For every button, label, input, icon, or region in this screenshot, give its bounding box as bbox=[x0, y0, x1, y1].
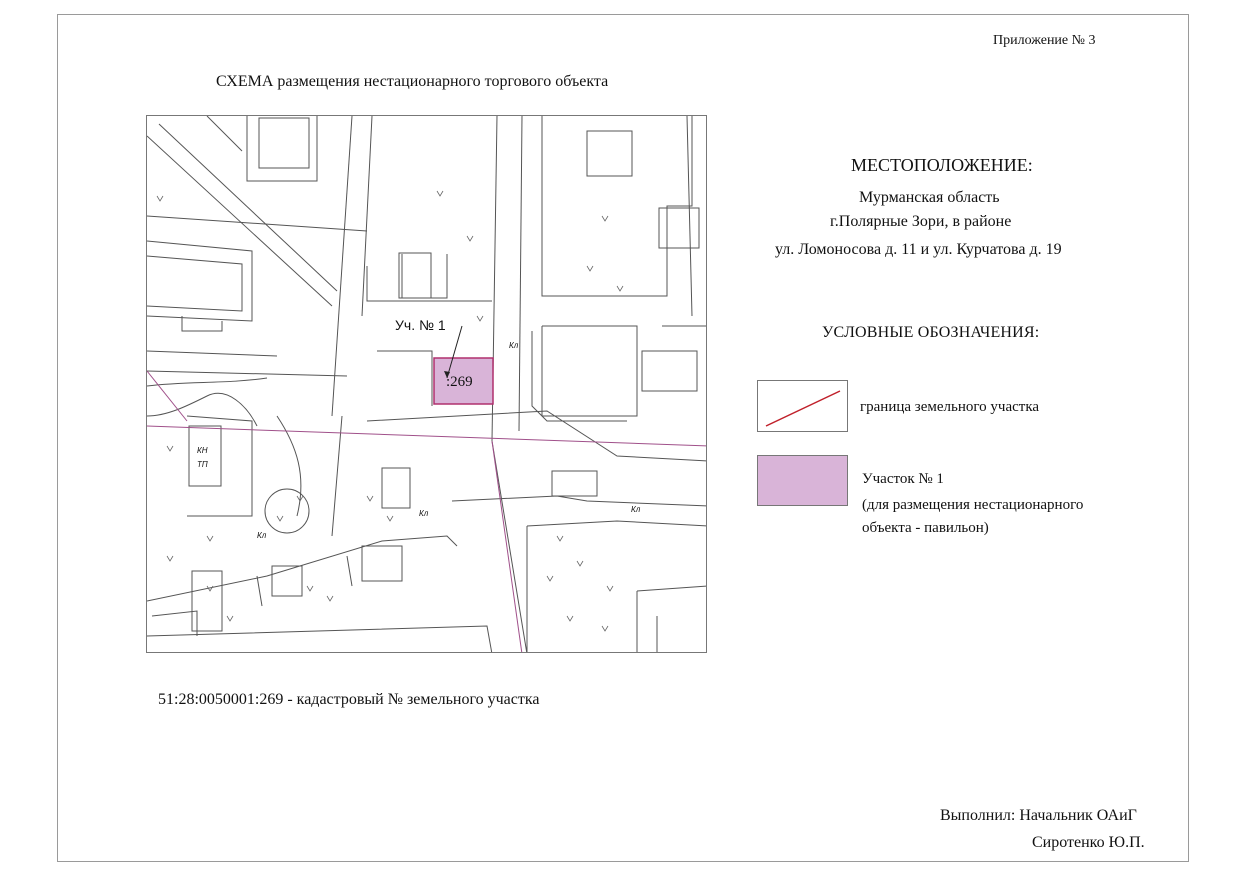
legend-boundary-swatch bbox=[757, 380, 848, 432]
legend-heading: УСЛОВНЫЕ ОБОЗНАЧЕНИЯ: bbox=[822, 324, 1040, 341]
location-heading: МЕСТОПОЛОЖЕНИЕ: bbox=[851, 155, 1033, 175]
parcel-number-label: :269 bbox=[446, 374, 473, 390]
map-small-label: Кл bbox=[631, 505, 641, 514]
building-outline bbox=[259, 118, 309, 168]
map-small-label: Кл bbox=[419, 509, 429, 518]
map-small-label: Кл bbox=[509, 341, 519, 350]
legend-boundary-label: граница земельного участка bbox=[860, 399, 1040, 415]
legend-parcel-note: (для размещения нестационарного bbox=[862, 497, 1084, 513]
location-line: г.Полярные Зори, в районе bbox=[830, 213, 1012, 230]
location-line: Мурманская область bbox=[859, 189, 1000, 206]
boundary-line-icon bbox=[758, 381, 849, 433]
executor-name: Сиротенко Ю.П. bbox=[1032, 834, 1145, 851]
plot-label: Уч. № 1 bbox=[395, 317, 446, 333]
site-plan-map bbox=[146, 115, 707, 653]
map-small-label: ТП bbox=[197, 460, 208, 469]
appendix-label: Приложение № 3 bbox=[993, 33, 1096, 48]
building-outline bbox=[247, 116, 317, 181]
map-linework bbox=[147, 116, 707, 653]
legend-parcel-note: объекта - павильон) bbox=[862, 520, 989, 536]
location-line: ул. Ломоносова д. 11 и ул. Курчатова д. 19 bbox=[775, 241, 1062, 258]
document-title: СХЕМА размещения нестационарного торгового объекта bbox=[216, 73, 609, 90]
cadastral-number-note: 51:28:0050001:269 - кадастровый № земельного участка bbox=[158, 691, 540, 708]
legend-parcel-swatch bbox=[757, 455, 848, 506]
map-small-label: Кл bbox=[257, 531, 267, 540]
executed-by-label: Выполнил: Начальник ОАиГ bbox=[940, 807, 1137, 824]
legend-parcel-label: Участок № 1 bbox=[862, 471, 944, 487]
map-small-label: КН bbox=[197, 446, 208, 455]
